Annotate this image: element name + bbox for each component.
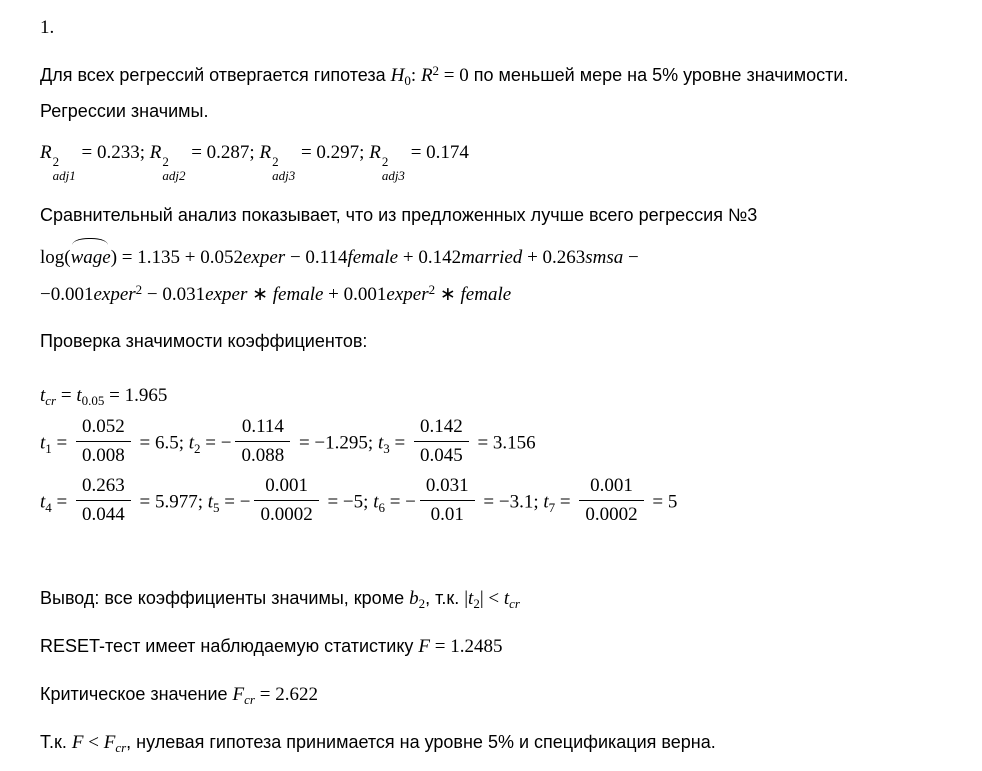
fraction-numerator: 0.114 [235,416,290,442]
final-conclusion-line [40,725,942,761]
fraction [420,475,475,526]
math-run: ∗ [247,284,273,306]
math-run: F [71,732,84,754]
math-run: | [464,588,469,610]
math-run: married [461,247,523,269]
math-run: + 0.142 [398,247,462,269]
reset-test-line [40,629,942,665]
math-run: : [410,65,421,86]
math-run: female [347,247,399,269]
math-run: 1 [45,440,52,456]
math-run: 2 [194,440,201,456]
math-run: | < [479,588,504,610]
math-run: = [51,492,72,514]
subscript: adj3 [272,167,296,183]
math-run: + 0.001 [323,284,387,306]
math-run: < [83,732,104,754]
math-run: = 0.233; [76,142,150,163]
regression-equation-line1 [40,240,942,277]
superscript: 2 [272,154,279,169]
math-run: b [409,588,419,610]
stacked-sup-sub [53,155,76,182]
math-run: R [369,142,381,163]
math-run: 2 [418,595,426,611]
math-run: 4 [45,499,52,515]
math-run: = [389,433,410,455]
math-run: F [232,684,245,706]
math-run: = −1.295; [294,433,378,455]
math-run: − [623,247,639,269]
math-run: −0.001 [40,284,94,306]
fraction [76,416,131,467]
math-run: − 0.031 [142,284,206,306]
math-run: 0.05 [81,392,105,408]
math-run: t [76,385,82,407]
text-run: Критическое значение [40,684,233,705]
math-run: 2 [432,62,440,78]
math-run: = 1.2485 [430,636,503,658]
math-run: = 5 [647,492,678,514]
fraction [414,416,469,467]
math-run: t [40,492,46,514]
math-run: = − [384,492,416,514]
math-run: = [555,492,576,514]
math-run: = 2.622 [255,684,318,706]
math-run: = [51,433,72,455]
math-run: = [56,385,77,407]
fraction-numerator: 0.263 [76,475,131,501]
math-run: cr [509,595,520,611]
math-run: = − [200,433,232,455]
intro-paragraph-line2: Регрессии значимы. [40,101,209,121]
t-stats-row1 [40,416,942,470]
math-run: cr [45,392,57,408]
fraction-numerator: 0.052 [76,416,131,442]
fraction-denominator: 0.088 [241,445,285,467]
math-run: t [543,492,549,514]
math-run: exper [242,247,286,269]
fraction-denominator: 0.0002 [585,504,638,526]
text-run: по меньшей мере на 5% уровне значимости. [468,65,849,85]
math-run: female [460,284,512,306]
subscript: adj2 [162,167,186,183]
superscript: 2 [52,154,60,169]
text-run: Вывод: все коэффициенты значимы, кроме [40,588,410,609]
math-run: = 0 [439,65,469,86]
math-run: cr [115,739,127,755]
math-run: 2 [135,281,143,297]
math-run: = 3.156 [472,433,536,455]
t-critical-line [40,382,942,411]
math-run: = 5.977; [134,492,208,514]
fraction [235,416,290,467]
math-run: R [259,142,272,163]
fraction-denominator: 0.0002 [260,504,313,526]
math-run: ) = 1.135 + 0.052 [110,247,243,269]
math-run: R [420,65,433,86]
text-run: , т.к. [425,588,465,609]
item-number: 1. [40,17,55,38]
math-run: 2 [473,595,480,611]
math-run: exper [93,284,136,306]
conclusion-line [40,581,942,617]
math-run: t [468,588,474,610]
fraction-denominator: 0.01 [430,504,464,526]
math-run: t [207,492,214,514]
fraction [579,475,643,526]
text-run: Для всех регрессий отвергается гипотеза [40,65,391,85]
math-run: H [390,65,405,86]
math-run: t [373,492,379,514]
math-run: − 0.114 [285,247,348,269]
math-run: = − [219,492,251,514]
intro-paragraph-line1 [40,58,942,94]
fraction-numerator: 0.001 [254,475,318,501]
math-run: F [103,732,116,754]
regression-equation-line2 [40,277,942,314]
math-run: ∗ [435,284,461,306]
math-run: + 0.263 [522,247,586,269]
stacked-sup-sub [382,155,405,182]
fraction [254,475,318,526]
subscript: adj1 [52,167,76,183]
math-run: t [188,433,195,455]
math-run: = −5; [322,492,374,514]
math-run: 5 [213,499,220,515]
math-run: R [149,142,162,163]
math-run: 3 [383,440,390,456]
superscript: 2 [162,154,169,169]
math-run: t [40,433,46,455]
text-run: Т.к. [40,732,72,753]
math-run: = 6.5; [134,433,189,455]
math-run: exper [386,284,429,306]
math-run: wage [71,240,111,276]
text-run: RESET-тест имеет наблюдаемую статистику [40,636,419,657]
math-run: 7 [548,499,556,515]
stacked-sup-sub [162,155,185,182]
t-stats-row2 [40,475,942,529]
math-run: t [40,385,46,407]
text-run: , нулевая гипотеза принимается на уровне 5% и спецификация верна. [126,732,716,753]
fraction-numerator: 0.001 [579,475,643,501]
fraction-numerator: 0.031 [420,475,475,501]
stacked-sup-sub [272,155,295,182]
math-run: t [503,588,510,610]
math-run: female [272,284,324,306]
superscript: 2 [381,154,389,169]
math-run: 2 [428,281,436,297]
fraction-denominator: 0.044 [82,504,125,526]
math-run: exper [205,284,248,306]
math-run: 0 [404,72,411,88]
math-run: t [377,433,384,455]
math-run: = 0.297; [296,142,370,163]
math-run: F [418,636,431,658]
coefficient-check-line: Проверка значимости коэффициентов: [40,331,368,352]
math-run: = −3.1; [478,492,544,514]
math-run: = 1.965 [104,385,168,407]
comparison-line: Сравнительный анализ показывает, что из предложенных лучше всего регрессия №3 [40,205,758,226]
math-run: = 0.174 [405,142,469,163]
math-run: cr [244,691,255,707]
math-run: log( [40,247,71,269]
fraction-denominator: 0.008 [82,445,125,467]
subscript: adj3 [381,167,405,183]
fraction-denominator: 0.045 [419,445,463,467]
critical-value-line [40,677,942,713]
r2-adjusted-line [40,136,942,182]
math-run: 6 [378,499,385,515]
fraction-numerator: 0.142 [414,416,469,442]
math-run: = 0.287; [186,142,260,163]
math-run: R [40,142,52,163]
math-run: smsa [585,247,624,269]
fraction [76,475,131,526]
